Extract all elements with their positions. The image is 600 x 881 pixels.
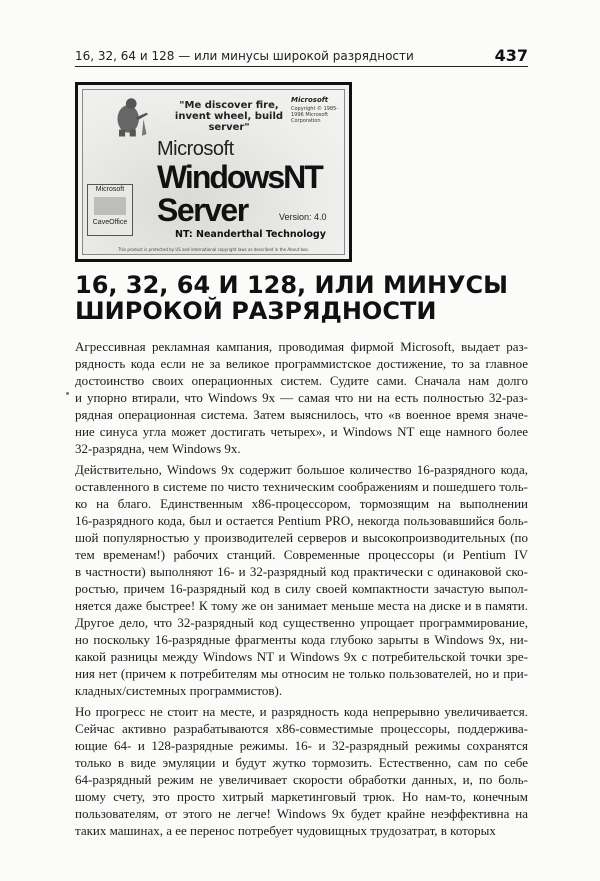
figure-legal-text: This product is protected by US and international copyright laws as described in the About box. (117, 247, 310, 252)
text-line: ние синуса угла может достигать четырех», и Windows NT еще намного более (75, 424, 528, 439)
caveoffice-box-art (94, 197, 126, 215)
text-line: только в виде эмуляции и будут жутко тормозить. Естественно, сам по себе (75, 755, 528, 770)
text-line: ростью, причем 16-разрядный код в силу своей компактности зачастую выпол- (75, 581, 528, 596)
caveoffice-box (87, 184, 133, 236)
windows-nt-parody-illustration (75, 82, 352, 262)
figure-server: Server (157, 192, 248, 228)
body-text (75, 338, 528, 843)
text-line: Но прогресс не стоит на месте, и разрядность кода непрерывно увеличивается. (75, 704, 528, 719)
paragraph (75, 703, 528, 839)
figure-tagline: NT: Neanderthal Technology (175, 229, 326, 240)
figure-quote: "Me discover fire, invent wheel, build server" (174, 100, 284, 133)
text-line: рядная операционная система. Затем выяснилось, что «в военное время значе- (75, 407, 528, 422)
figure-version: Version: 4.0 (279, 212, 327, 222)
text-line: какой разницы между Windows NT и Windows 9x с потребительской точки зре- (75, 649, 528, 664)
figure-copyright: Copyright © 1985-1996 Microsoft Corporation (291, 106, 339, 124)
text-line: Агрессивная рекламная кампания, проводимая фирмой Microsoft, выдает раз- (75, 339, 528, 354)
text-line: ния нет (причем к потребителям мы относим не только пользователей, но и при- (75, 666, 528, 681)
text-line: и упорно втирали, что Windows 9x — самая что ни на есть полностью 32-раз- (75, 390, 528, 405)
figure-microsoft-logo: Microsoft (157, 138, 234, 160)
text-line: кладных/системных программистов). (75, 683, 283, 698)
text-line: но поскольку 16-разрядные фрагменты кода глубоко зарыты в Windows 9x, ни- (75, 632, 528, 647)
text-line: оставленного в системе по чисто техническим соображениям и пошедшего толь- (75, 479, 528, 494)
caveoffice-box-top: Microsoft (95, 186, 125, 193)
margin-mark (66, 392, 69, 395)
text-line: Действительно, Windows 9x содержит большое количество 16-разрядного кода, (75, 462, 528, 477)
text-line: в частности) выполняют 16- и 32-разрядный код практически с одинаковой ско- (75, 564, 528, 579)
running-head-title: 16, 32, 64 и 128 — или минусы широкой разрядности (75, 49, 414, 63)
caveoffice-box-bottom: CaveOffice (92, 219, 128, 226)
text-line: 64-разрядный режим не увеличивает скорости обработки данных, и, по боль- (75, 772, 528, 787)
text-line: Другое дело, что 32-разрядный код существенно упрощает программирование, (75, 615, 528, 630)
paragraph (75, 461, 528, 699)
text-line: тем временам!) рабочих станций. Современные процессоры (и Pentium IV (75, 547, 528, 562)
figure-windows-nt: WindowsNT (157, 159, 322, 195)
illustration-background (82, 89, 345, 255)
text-line: таких машинах, а ее перенос потребует чудовищных трудозатрат, в которых (75, 823, 496, 838)
section-heading-line-1: 16, 32, 64 И 128, ИЛИ МИНУСЫ (75, 271, 509, 299)
text-line: достоинство своих операционных систем. Судите сами. Сначала нам долго (75, 373, 528, 388)
text-line: рядность кода если не за великое программистское достижение, то за главное (75, 356, 528, 371)
page-number: 437 (494, 46, 528, 65)
caveman-icon (107, 96, 157, 138)
figure-microsoft-small: Microsoft (291, 96, 329, 104)
text-line: ющие 64- и 128-разрядные режимы. 16- и 32-разрядный режимы сохранятся (75, 738, 528, 753)
paragraph (75, 338, 528, 457)
section-heading-line-2: ШИРОКОЙ РАЗРЯДНОСТИ (75, 297, 437, 325)
text-line: ко на благо. Единственным x86-процессором, тормозящим на выполнении (75, 496, 528, 511)
text-line: пользователям, от этого не легче! Windows 9x будет крайне неэффективна на (75, 806, 528, 821)
section-heading (75, 272, 508, 324)
text-line: 32-разрядна, чем Windows 9x. (75, 441, 241, 456)
text-line: 16-разрядного кода, был и остается Pentium PRO, некогда пользовавшийся боль- (75, 513, 528, 528)
text-line: шой популярностью у производителей серверов и высокопроизводительных (по (75, 530, 528, 545)
text-line: Сейчас активно разрабатываются x86-совместимые процессоры, поддержива- (75, 721, 528, 736)
running-head (75, 46, 528, 67)
text-line: шому счету, это просто хитрый маркетинговый трюк. Но нам-то, конечным (75, 789, 528, 804)
text-line: няется даже быстрее! К тому же он занимает меньше места на диске и в памяти. (75, 598, 528, 613)
